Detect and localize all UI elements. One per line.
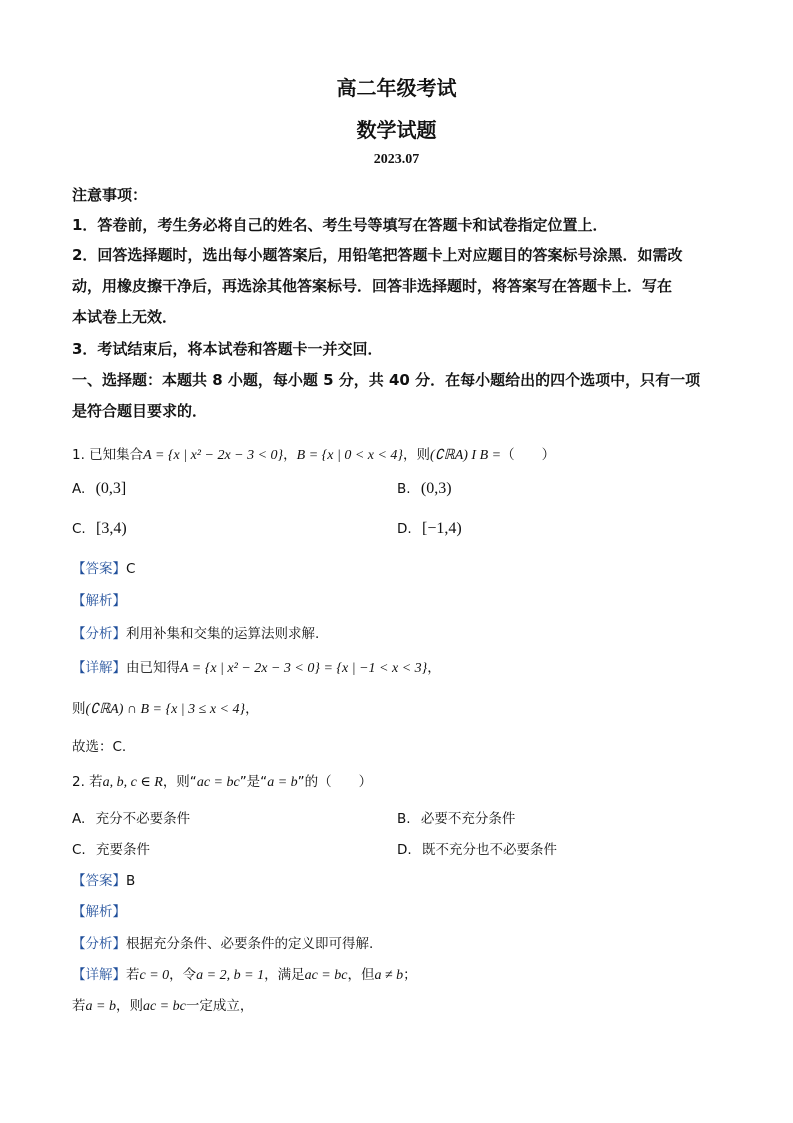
q1-detail [72,656,441,677]
subject-title: 数学试题 [356,118,437,142]
q2-option-c-label: C. [72,842,86,858]
q2-analysis [72,932,373,952]
q2-mid-1: ，则“ [162,774,197,790]
q2-detail-line-2 [72,994,253,1015]
q1-set-a: A = {x | x² − 2x − 3 < 0} [143,448,284,463]
q2-option-b [397,807,515,827]
notice-item-3: 3．考试结束后，将本试卷和答题卡一并交回． [72,340,383,358]
q1-comma: ， [283,447,297,463]
q2-answer-value: B [126,873,136,889]
q1-analysis-text: 利用补集和交集的运算法则求解. [126,626,320,642]
q2-mid-3: ”的（ ） [297,774,373,790]
exam-date: 2023.07 [373,152,420,167]
q2-detail-math-3: ac = bc [304,968,348,983]
q1-option-a [72,480,126,498]
q2-detail-math-2: a = 2, b = 1 [196,968,265,983]
q1-answer [72,557,135,577]
q2-option-a-label: A. [72,811,86,827]
q2-option-a-value: 充分不必要条件 [95,811,191,827]
q1-option-b [397,480,452,498]
q2-detail-text-4: ，但 [347,967,375,983]
q2-option-d [397,838,557,858]
q1-detail-line-2 [72,697,259,718]
q2-jiexi-tag: 【解析】 [72,904,126,920]
q2-detail-line-2-text-2: ，则 [115,998,143,1014]
q2-prefix: 2. 若 [72,774,103,790]
q1-option-d [397,520,462,538]
q1-option-d-label: D. [397,521,412,537]
q1-option-d-value: [−1,4) [421,520,462,537]
q2-option-c-value: 充要条件 [96,842,151,858]
q1-detail-tag: 【详解】 [72,660,126,676]
q1-then: ，则 [403,447,431,463]
q2-option-b-value: 必要不充分条件 [420,811,516,827]
notice-item-2-line-3: 本试卷上无效． [72,308,178,326]
q1-set-b: B = {x | 0 < x < 4} [296,448,404,463]
q1-jiexi-tag: 【解析】 [72,593,126,609]
q1-blank: （ ） [501,447,556,463]
notice-item-2-line-1: 2．回答选择题时，选出每小题答案后，用铅笔把答题卡上对应题目的答案标号涂黑．如需改 [72,246,683,264]
q2-detail-text-5: ； [403,967,417,983]
q2-cond-1: ac = bc [196,775,240,790]
q2-answer-tag: 【答案】 [72,873,126,889]
q1-detail-line-2-pre: 则 [72,701,86,717]
q1-detail-math: A = {x | x² − 2x − 3 < 0} = {x | −1 < x < 3} [180,661,428,676]
q1-option-b-label: B. [397,481,411,497]
q2-detail-text-3: ，满足 [264,967,305,983]
q1-analysis-tag: 【分析】 [72,626,126,642]
q1-detail-line-2-end: ， [245,701,259,717]
q1-option-c-value: [3,4) [96,520,127,537]
q1-conclusion: 故选：C. [72,739,127,755]
q2-detail-line-2-math-2: ac = bc [142,999,186,1014]
q2-vars: a, b, c ∈ R [102,775,163,790]
q1-option-c [72,520,127,538]
exam-title: 高二年级考试 [336,76,457,100]
q2-detail-text-2: ，令 [169,967,197,983]
q2-detail-tag: 【详解】 [72,967,126,983]
q1-option-a-value: (0,3] [95,480,127,497]
section-heading-line-2: 是符合题目要求的． [72,402,208,420]
q2-stem [72,770,372,791]
q1-answer-value: C [126,561,136,577]
q2-answer [72,869,135,889]
q2-option-c [72,838,150,858]
section-heading-line-1: 一、选择题：本题共 8 小题，每小题 5 分，共 40 分．在每小题给出的四个选项中，只有一项 [72,371,701,389]
q2-detail-line-2-math-1: a = b [85,999,116,1014]
notice-item-1: 1．答卷前，考生务必将自己的姓名、考生号等填写在答题卡和试卷指定位置上． [72,216,608,234]
q1-detail-end: ， [427,660,441,676]
q1-expression: (∁ℝA) I B = [430,448,502,463]
q2-option-d-label: D. [397,842,412,858]
q2-mid-2: ”是“ [239,774,268,790]
q1-option-c-label: C. [72,521,86,537]
q1-prefix: 1. 已知集合 [72,447,144,463]
q2-detail-math-1: c = 0 [139,968,170,983]
q2-detail-math-4: a ≠ b [374,968,404,983]
q2-detail [72,963,417,984]
q1-answer-tag: 【答案】 [72,561,126,577]
q1-stem [72,443,555,464]
q1-option-b-value: (0,3) [420,480,452,497]
q1-analysis [72,622,319,642]
q2-detail-text-1: 若 [126,967,140,983]
notice-item-2-line-2: 动，用橡皮擦干净后，再选涂其他答案标号．回答非选择题时，将答案写在答题卡上．写在 [72,277,673,295]
q1-detail-pre: 由已知得 [126,660,180,676]
q1-detail-line-2-math: (∁ℝA) ∩ B = {x | 3 ≤ x < 4} [85,702,246,717]
q2-detail-line-2-text-1: 若 [72,998,86,1014]
q2-option-b-label: B. [397,811,411,827]
q2-analysis-text: 根据充分条件、必要条件的定义即可得解. [126,936,374,952]
q2-detail-line-2-text-3: 一定成立， [185,998,254,1014]
notice-heading: 注意事项： [72,186,148,204]
q2-analysis-tag: 【分析】 [72,936,126,952]
q2-option-d-value: 既不充分也不必要条件 [421,842,557,858]
q1-option-a-label: A. [72,481,86,497]
q2-option-a [72,807,190,827]
q2-cond-2: a = b [267,775,298,790]
